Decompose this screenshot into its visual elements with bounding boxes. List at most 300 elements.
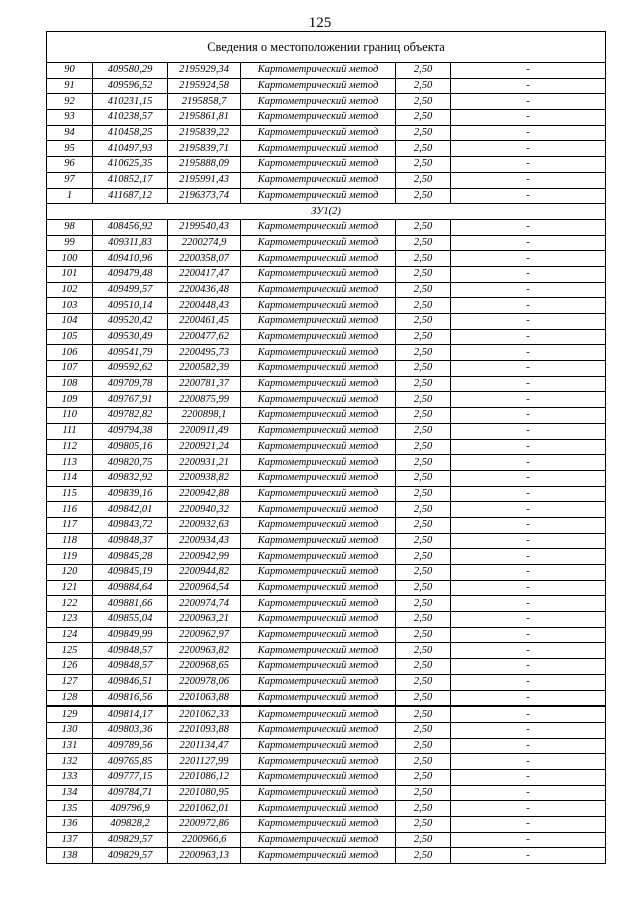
method-cell: Картометрический метод [241,94,396,110]
coord-x-cell: 409794,38 [93,423,168,439]
coord-y-cell: 2201093,88 [168,722,241,738]
accuracy-cell: 2,50 [396,455,451,471]
point-number-cell: 116 [47,502,93,518]
coord-x-cell: 409796,9 [93,801,168,817]
point-number-cell: 101 [47,266,93,282]
accuracy-cell: 2,50 [396,738,451,754]
table-row [47,643,606,659]
table-row [47,345,606,361]
method-cell: Картометрический метод [241,376,396,392]
coord-x-cell: 409510,14 [93,298,168,314]
description-cell: - [451,63,606,79]
method-cell: Картометрический метод [241,549,396,565]
coord-x-cell: 409805,16 [93,439,168,455]
table-row [47,188,606,204]
coord-x-cell: 409410,96 [93,251,168,267]
coord-x-cell: 409829,57 [93,832,168,848]
description-cell: - [451,188,606,204]
description-cell: - [451,612,606,628]
description-cell: - [451,832,606,848]
method-cell: Картометрический метод [241,533,396,549]
point-number-cell: 98 [47,219,93,235]
coord-x-cell: 410231,15 [93,94,168,110]
coord-y-cell: 2200963,21 [168,612,241,628]
description-cell: - [451,722,606,738]
table-row [47,94,606,110]
accuracy-cell: 2,50 [396,298,451,314]
coord-x-cell: 409530,49 [93,329,168,345]
point-number-cell: 107 [47,361,93,377]
coord-x-cell: 409789,56 [93,738,168,754]
coord-y-cell: 2200274,9 [168,235,241,251]
section-row [47,204,606,220]
accuracy-cell: 2,50 [396,502,451,518]
coord-y-cell: 2200944,82 [168,565,241,581]
accuracy-cell: 2,50 [396,627,451,643]
point-number-cell: 104 [47,314,93,330]
point-number-cell: 128 [47,690,93,706]
point-number-cell: 108 [47,376,93,392]
accuracy-cell: 2,50 [396,533,451,549]
description-cell: - [451,596,606,612]
accuracy-cell: 2,50 [396,549,451,565]
point-number-cell: 103 [47,298,93,314]
accuracy-cell: 2,50 [396,801,451,817]
coord-y-cell: 2200974,74 [168,596,241,612]
method-cell: Картометрический метод [241,157,396,173]
point-number-cell: 93 [47,110,93,126]
point-number-cell: 132 [47,754,93,770]
point-number-cell: 100 [47,251,93,267]
description-cell: - [451,141,606,157]
method-cell: Картометрический метод [241,110,396,126]
coord-x-cell: 409782,82 [93,408,168,424]
accuracy-cell: 2,50 [396,848,451,864]
coord-y-cell: 2200582,39 [168,361,241,377]
coord-x-cell: 409848,57 [93,659,168,675]
point-number-cell: 137 [47,832,93,848]
table-row [47,832,606,848]
table-row [47,298,606,314]
description-cell: - [451,690,606,706]
coord-x-cell: 409592,62 [93,361,168,377]
method-cell: Картометрический метод [241,643,396,659]
accuracy-cell: 2,50 [396,612,451,628]
point-number-cell: 105 [47,329,93,345]
table-row [47,596,606,612]
method-cell: Картометрический метод [241,722,396,738]
coord-x-cell: 409803,36 [93,722,168,738]
description-cell: - [451,738,606,754]
table-row [47,78,606,94]
accuracy-cell: 2,50 [396,361,451,377]
description-cell: - [451,517,606,533]
method-cell: Картометрический метод [241,486,396,502]
table-row [47,219,606,235]
point-number-cell: 119 [47,549,93,565]
method-cell: Картометрический метод [241,817,396,833]
point-number-cell: 97 [47,172,93,188]
coord-x-cell: 409816,56 [93,690,168,706]
coord-y-cell: 2201062,33 [168,706,241,722]
coord-y-cell: 2200495,73 [168,345,241,361]
coord-x-cell: 410458,25 [93,125,168,141]
coord-y-cell: 2200940,32 [168,502,241,518]
table-row [47,533,606,549]
description-cell: - [451,754,606,770]
description-cell: - [451,172,606,188]
accuracy-cell: 2,50 [396,392,451,408]
table-row [47,455,606,471]
description-cell: - [451,282,606,298]
coord-y-cell: 2200931,21 [168,455,241,471]
accuracy-cell: 2,50 [396,251,451,267]
description-cell: - [451,817,606,833]
method-cell: Картометрический метод [241,78,396,94]
table-row [47,549,606,565]
method-cell: Картометрический метод [241,219,396,235]
coord-y-cell: 2196373,74 [168,188,241,204]
coord-x-cell: 409845,19 [93,565,168,581]
accuracy-cell: 2,50 [396,157,451,173]
description-cell: - [451,801,606,817]
description-cell: - [451,110,606,126]
point-number-cell: 95 [47,141,93,157]
table-row [47,376,606,392]
description-cell: - [451,848,606,864]
point-number-cell: 121 [47,580,93,596]
description-cell: - [451,643,606,659]
method-cell: Картометрический метод [241,785,396,801]
method-cell: Картометрический метод [241,141,396,157]
table-row [47,235,606,251]
accuracy-cell: 2,50 [396,172,451,188]
point-number-cell: 106 [47,345,93,361]
description-cell: - [451,533,606,549]
coord-y-cell: 2200417,47 [168,266,241,282]
accuracy-cell: 2,50 [396,78,451,94]
accuracy-cell: 2,50 [396,314,451,330]
accuracy-cell: 2,50 [396,565,451,581]
method-cell: Картометрический метод [241,565,396,581]
coord-y-cell: 2200963,82 [168,643,241,659]
point-number-cell: 118 [47,533,93,549]
table-row [47,266,606,282]
table-row [47,801,606,817]
description-cell: - [451,78,606,94]
table-row [47,314,606,330]
accuracy-cell: 2,50 [396,832,451,848]
method-cell: Картометрический метод [241,298,396,314]
accuracy-cell: 2,50 [396,769,451,785]
method-cell: Картометрический метод [241,235,396,251]
table-title: Сведения о местоположении границ объекта [47,32,606,63]
accuracy-cell: 2,50 [396,643,451,659]
point-number-cell: 122 [47,596,93,612]
description-cell: - [451,94,606,110]
method-cell: Картометрический метод [241,674,396,690]
table-row [47,580,606,596]
method-cell: Картометрический метод [241,596,396,612]
table-row [47,172,606,188]
accuracy-cell: 2,50 [396,580,451,596]
coord-y-cell: 2200938,82 [168,470,241,486]
point-number-cell: 133 [47,769,93,785]
coord-x-cell: 409846,51 [93,674,168,690]
method-cell: Картометрический метод [241,627,396,643]
coord-x-cell: 409541,79 [93,345,168,361]
method-cell: Картометрический метод [241,172,396,188]
method-cell: Картометрический метод [241,314,396,330]
method-cell: Картометрический метод [241,455,396,471]
coord-y-cell: 2200461,45 [168,314,241,330]
description-cell: - [451,470,606,486]
coord-x-cell: 409777,15 [93,769,168,785]
coord-y-cell: 2200942,88 [168,486,241,502]
table-row [47,423,606,439]
description-cell: - [451,219,606,235]
coord-y-cell: 2201086,12 [168,769,241,785]
accuracy-cell: 2,50 [396,706,451,722]
coord-y-cell: 2195858,7 [168,94,241,110]
method-cell: Картометрический метод [241,470,396,486]
table-row [47,627,606,643]
table-row [47,63,606,79]
method-cell: Картометрический метод [241,659,396,675]
description-cell: - [451,423,606,439]
coord-y-cell: 2200921,24 [168,439,241,455]
coord-x-cell: 409820,75 [93,455,168,471]
description-cell: - [451,329,606,345]
coord-x-cell: 409881,66 [93,596,168,612]
accuracy-cell: 2,50 [396,439,451,455]
accuracy-cell: 2,50 [396,345,451,361]
description-cell: - [451,439,606,455]
method-cell: Картометрический метод [241,502,396,518]
point-number-cell: 134 [47,785,93,801]
coord-y-cell: 2200448,43 [168,298,241,314]
coord-x-cell: 409765,85 [93,754,168,770]
description-cell: - [451,314,606,330]
coord-y-cell: 2195924,58 [168,78,241,94]
table-row [47,848,606,864]
method-cell: Картометрический метод [241,754,396,770]
description-cell: - [451,549,606,565]
description-cell: - [451,235,606,251]
point-number-cell: 138 [47,848,93,864]
coord-x-cell: 409842,01 [93,502,168,518]
coord-x-cell: 409855,04 [93,612,168,628]
accuracy-cell: 2,50 [396,690,451,706]
description-cell: - [451,674,606,690]
coord-y-cell: 2201134,47 [168,738,241,754]
method-cell: Картометрический метод [241,580,396,596]
description-cell: - [451,486,606,502]
description-cell: - [451,502,606,518]
table-row [47,565,606,581]
point-number-cell: 92 [47,94,93,110]
coord-y-cell: 2200972,86 [168,817,241,833]
table-row [47,785,606,801]
point-number-cell: 96 [47,157,93,173]
table-row [47,361,606,377]
point-number-cell: 123 [47,612,93,628]
point-number-cell: 127 [47,674,93,690]
coord-x-cell: 409828,2 [93,817,168,833]
point-number-cell: 111 [47,423,93,439]
description-cell: - [451,455,606,471]
coord-y-cell: 2200898,1 [168,408,241,424]
accuracy-cell: 2,50 [396,470,451,486]
coord-y-cell: 2201127,99 [168,754,241,770]
coord-x-cell: 411687,12 [93,188,168,204]
point-number-cell: 110 [47,408,93,424]
accuracy-cell: 2,50 [396,110,451,126]
accuracy-cell: 2,50 [396,141,451,157]
coord-y-cell: 2195839,71 [168,141,241,157]
description-cell: - [451,157,606,173]
coord-x-cell: 409829,57 [93,848,168,864]
description-cell: - [451,706,606,722]
section-label: ЗУ1(2) [47,204,606,220]
coord-x-cell: 409839,16 [93,486,168,502]
table-row [47,251,606,267]
description-cell: - [451,565,606,581]
point-number-cell: 131 [47,738,93,754]
method-cell: Картометрический метод [241,125,396,141]
table-row [47,722,606,738]
coord-y-cell: 2200978,06 [168,674,241,690]
table-row [47,754,606,770]
table-row [47,486,606,502]
accuracy-cell: 2,50 [396,282,451,298]
description-cell: - [451,580,606,596]
method-cell: Картометрический метод [241,848,396,864]
coord-x-cell: 410497,93 [93,141,168,157]
table-row [47,141,606,157]
method-cell: Картометрический метод [241,706,396,722]
coord-y-cell: 2200942,99 [168,549,241,565]
method-cell: Картометрический метод [241,361,396,377]
description-cell: - [451,251,606,267]
point-number-cell: 135 [47,801,93,817]
point-number-cell: 114 [47,470,93,486]
method-cell: Картометрический метод [241,439,396,455]
point-number-cell: 125 [47,643,93,659]
accuracy-cell: 2,50 [396,596,451,612]
description-cell: - [451,298,606,314]
table-row [47,690,606,706]
coord-y-cell: 2201062,01 [168,801,241,817]
method-cell: Картометрический метод [241,392,396,408]
table-row [47,674,606,690]
accuracy-cell: 2,50 [396,408,451,424]
accuracy-cell: 2,50 [396,188,451,204]
coord-x-cell: 409499,57 [93,282,168,298]
coord-y-cell: 2200911,49 [168,423,241,439]
description-cell: - [451,125,606,141]
accuracy-cell: 2,50 [396,486,451,502]
method-cell: Картометрический метод [241,408,396,424]
table-row [47,125,606,141]
coord-y-cell: 2195991,43 [168,172,241,188]
accuracy-cell: 2,50 [396,785,451,801]
coord-x-cell: 409848,37 [93,533,168,549]
coord-x-cell: 409848,57 [93,643,168,659]
table-row [47,157,606,173]
description-cell: - [451,785,606,801]
description-cell: - [451,408,606,424]
coord-y-cell: 2200932,63 [168,517,241,533]
coord-x-cell: 409596,52 [93,78,168,94]
coord-x-cell: 408456,92 [93,219,168,235]
accuracy-cell: 2,50 [396,63,451,79]
coord-x-cell: 409832,92 [93,470,168,486]
coord-x-cell: 409311,83 [93,235,168,251]
accuracy-cell: 2,50 [396,517,451,533]
coord-y-cell: 2200962,97 [168,627,241,643]
table-row [47,470,606,486]
description-cell: - [451,392,606,408]
description-cell: - [451,266,606,282]
method-cell: Картометрический метод [241,251,396,267]
coord-y-cell: 2201080,95 [168,785,241,801]
accuracy-cell: 2,50 [396,219,451,235]
point-number-cell: 115 [47,486,93,502]
accuracy-cell: 2,50 [396,376,451,392]
coord-x-cell: 409884,64 [93,580,168,596]
coord-x-cell: 409520,42 [93,314,168,330]
coord-x-cell: 409479,48 [93,266,168,282]
coord-y-cell: 2200477,62 [168,329,241,345]
accuracy-cell: 2,50 [396,722,451,738]
table-row [47,408,606,424]
method-cell: Картометрический метод [241,188,396,204]
point-number-cell: 129 [47,706,93,722]
method-cell: Картометрический метод [241,769,396,785]
coord-x-cell: 409580,29 [93,63,168,79]
description-cell: - [451,769,606,785]
coord-y-cell: 2195861,81 [168,110,241,126]
point-number-cell: 117 [47,517,93,533]
method-cell: Картометрический метод [241,832,396,848]
coord-y-cell: 2200968,65 [168,659,241,675]
point-number-cell: 90 [47,63,93,79]
method-cell: Картометрический метод [241,423,396,439]
accuracy-cell: 2,50 [396,423,451,439]
accuracy-cell: 2,50 [396,817,451,833]
accuracy-cell: 2,50 [396,659,451,675]
description-cell: - [451,659,606,675]
coord-y-cell: 2195929,34 [168,63,241,79]
method-cell: Картометрический метод [241,738,396,754]
table-row [47,738,606,754]
page-number: 125 [308,15,332,31]
table-row [47,706,606,722]
table-row [47,282,606,298]
table-row [47,612,606,628]
method-cell: Картометрический метод [241,690,396,706]
method-cell: Картометрический метод [241,612,396,628]
method-cell: Картометрический метод [241,63,396,79]
table-row [47,769,606,785]
point-number-cell: 94 [47,125,93,141]
coord-x-cell: 410852,17 [93,172,168,188]
coord-x-cell: 409814,17 [93,706,168,722]
coord-x-cell: 409849,99 [93,627,168,643]
method-cell: Картометрический метод [241,282,396,298]
table-row [47,659,606,675]
